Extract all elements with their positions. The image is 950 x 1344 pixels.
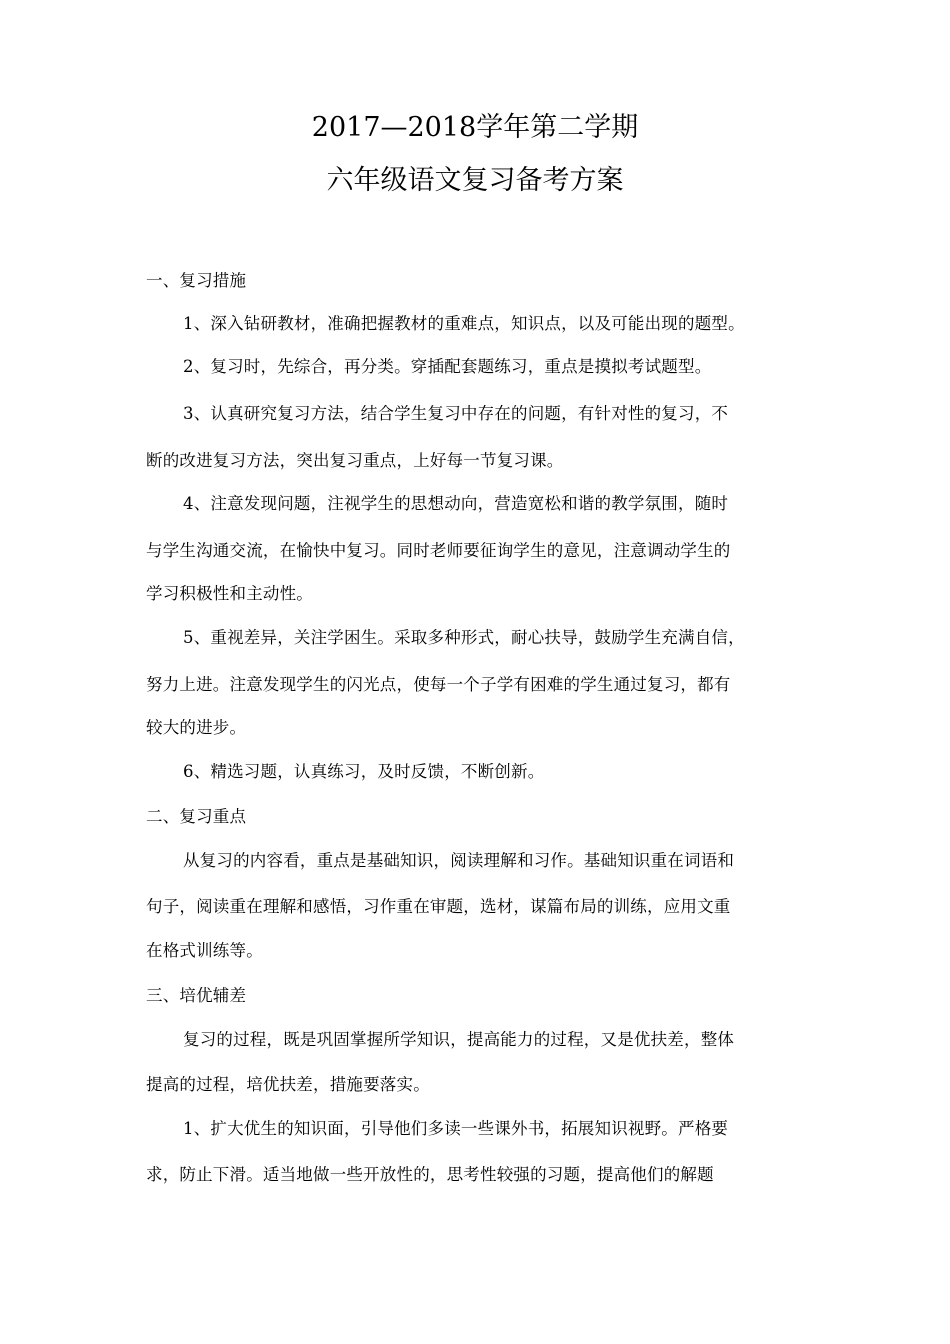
section-heading-measures: 一、复习措施: [146, 271, 247, 290]
text-line: 6、精选习题，认真练习，及时反馈，不断创新。: [183, 762, 545, 781]
text-line: 1、深入钻研教材，准确把握教材的重难点，知识点，以及可能出现的题型。: [183, 314, 745, 333]
text-line: 从复习的内容看，重点是基础知识，阅读理解和习作。基础知识重在词语和: [183, 851, 735, 870]
section-heading-focus: 二、复习重点: [146, 807, 247, 826]
text-line: 较大的进步。: [146, 718, 247, 737]
document-title-line1: 2017—2018学年第二学期: [311, 112, 639, 143]
text-line: 提高的过程，培优扶差，措施要落实。: [146, 1075, 430, 1094]
text-line: 3、认真研究复习方法，结合学生复习中存在的问题，有针对性的复习，不: [183, 404, 729, 423]
text-line: 5、重视差异，关注学困生。采取多种形式，耐心扶导，鼓励学生充满自信，: [183, 628, 745, 647]
section-heading-tutoring: 三、培优辅差: [146, 986, 247, 1005]
text-line: 学习积极性和主动性。: [146, 584, 313, 603]
text-line: 求，防止下滑。适当地做一些开放性的，思考性较强的习题，提高他们的解题: [146, 1165, 714, 1184]
text-line: 与学生沟通交流，在愉快中复习。同时老师要征询学生的意见，注意调动学生的: [146, 541, 731, 560]
text-line: 断的改进复习方法，突出复习重点，上好每一节复习课。: [146, 451, 564, 470]
text-line: 努力上进。注意发现学生的闪光点，使每一个子学有困难的学生通过复习，都有: [146, 675, 731, 694]
document-title-line2: 六年级语文复习备考方案: [326, 165, 624, 196]
text-line: 句子，阅读重在理解和感悟，习作重在审题，选材，谋篇布局的训练，应用文重: [146, 897, 731, 916]
text-line: 1、扩大优生的知识面，引导他们多读一些课外书，拓展知识视野。严格要: [183, 1119, 729, 1138]
text-line: 复习的过程，既是巩固掌握所学知识，提高能力的过程，又是优扶差，整体: [183, 1030, 735, 1049]
text-line: 在格式训练等。: [146, 941, 263, 960]
text-line: 4、注意发现问题，注视学生的思想动向，营造宽松和谐的教学氛围，随时: [183, 494, 729, 513]
text-line: 2、复习时，先综合，再分类。穿插配套题练习，重点是摸拟考试题型。: [183, 357, 712, 376]
